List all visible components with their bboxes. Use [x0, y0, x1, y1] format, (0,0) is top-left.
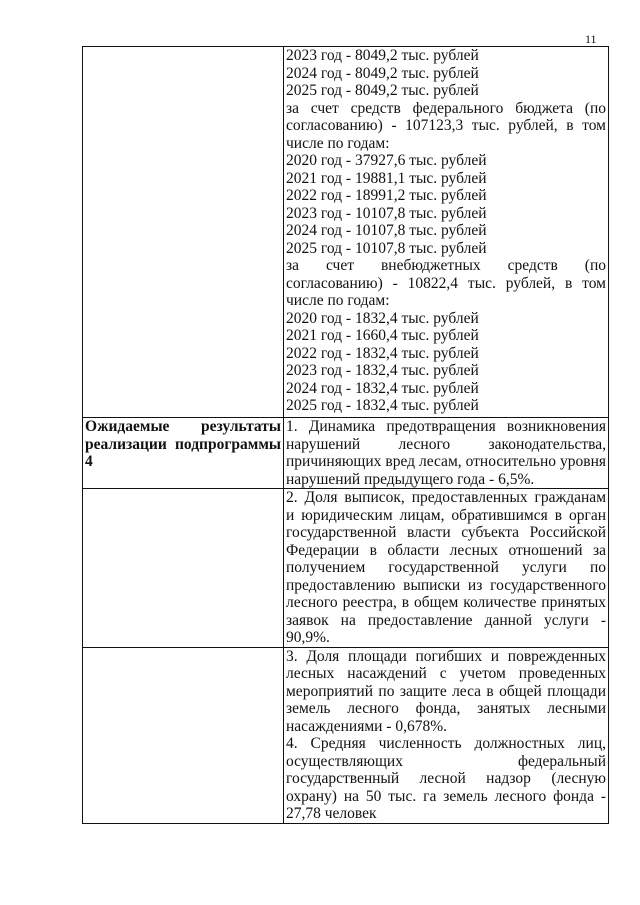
funding-line: 2024 год - 8049,2 тыс. рублей: [286, 64, 479, 82]
results-label: Ожидаемые результаты реализации подпрограммы 4: [83, 418, 284, 489]
result-item-2: 2. Доля выписок, предоставленных гражданам и юридическим лицам, обратившимся в орган государственной власти субъекта Российской Федерации в области лесных отношений за получением государственной услуги по предоставлению выписки из государственного лесного реестра, в общем количестве принятых заявок на предоставление данной услуги - 90,9%.: [286, 489, 606, 646]
result-item-1: 1. Динамика предотвращения возникновения нарушений лесного законодательства, причиняющих вред лесам, относительно уровня нарушений предыдущего года - 6,5%.: [286, 418, 606, 488]
empty-label-cell: [83, 489, 284, 648]
table-row: [83, 418, 609, 489]
subprogram-table: [82, 46, 609, 824]
funding-line: 2023 год - 8049,2 тыс. рублей: [286, 47, 479, 64]
table-row: [83, 647, 609, 823]
table-row: [83, 47, 609, 418]
extrabudget-year-line: 2024 год - 1832,4 тыс. рублей: [286, 379, 479, 397]
federal-budget-header: за счет средств федерального бюджета (по согласованию) - 107123,3 тыс. рублей, в том числе по годам:: [286, 99, 606, 152]
extrabudget-year-line: 2022 год - 1832,4 тыс. рублей: [286, 344, 479, 362]
table-row: [83, 489, 609, 648]
extrabudget-header: за счет внебюджетных средств (по согласованию) - 10822,4 тыс. рублей, в том числе по годам:: [286, 257, 606, 309]
page-number: 11: [585, 32, 597, 46]
federal-year-line: 2023 год - 10107,8 тыс. рублей: [286, 204, 487, 222]
federal-year-line: 2024 год - 10107,8 тыс. рублей: [286, 222, 487, 239]
extrabudget-year-line: 2025 год - 1832,4 тыс. рублей: [286, 397, 479, 414]
result-cell: [284, 418, 609, 489]
funding-cell: [284, 47, 609, 418]
federal-year-line: 2025 год - 10107,8 тыс. рублей: [286, 239, 487, 257]
federal-year-line: 2022 год - 18991,2 тыс. рублей: [286, 187, 487, 204]
empty-label-cell: [83, 47, 284, 418]
funding-line: 2025 год - 8049,2 тыс. рублей: [286, 82, 479, 99]
result-item-4: 4. Средняя численность должностных лиц, осуществляющих федеральный государственный лесной надзор (лесную охрану) на 50 тыс. га земель лесного фонда - 27,78 человек: [286, 735, 606, 822]
extrabudget-year-line: 2021 год - 1660,4 тыс. рублей: [286, 327, 479, 344]
extrabudget-year-line: 2023 год - 1832,4 тыс. рублей: [286, 362, 479, 379]
empty-label-cell: [83, 647, 284, 823]
extrabudget-year-line: 2020 год - 1832,4 тыс. рублей: [286, 309, 479, 327]
result-cell: [284, 489, 609, 648]
federal-year-line: 2020 год - 37927,6 тыс. рублей: [286, 152, 487, 169]
federal-year-line: 2021 год - 19881,1 тыс. рублей: [286, 169, 487, 187]
result-cell: [284, 647, 609, 823]
result-item-3: 3. Доля площади погибших и поврежденных лесных насаждений с учетом проведенных мероприятий по защите леса в общей площади земель лесного фонда, занятых лесными насаждениями - 0,678%.: [286, 647, 606, 735]
